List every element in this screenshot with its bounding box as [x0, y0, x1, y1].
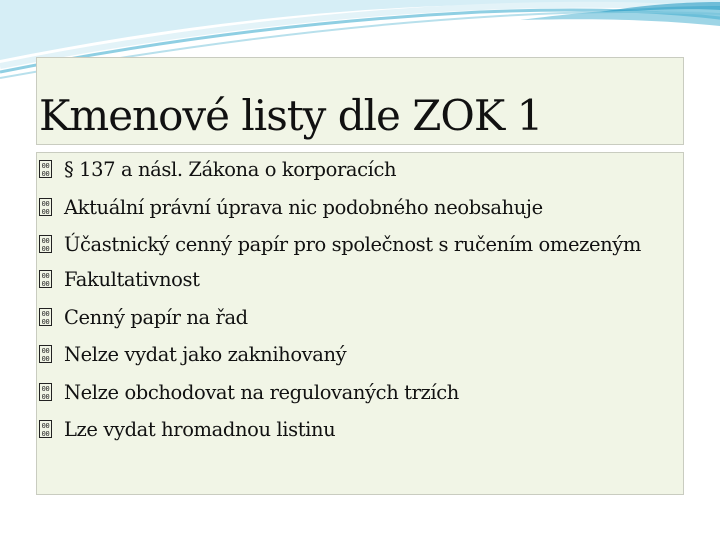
- list-item: [37, 195, 683, 220]
- missing-glyph-icon: 00 00: [39, 198, 52, 216]
- list-item: [37, 267, 683, 292]
- missing-glyph-icon: 00 00: [39, 383, 52, 401]
- bullet-list: [37, 153, 683, 442]
- list-item-text: Nelze obchodovat na regulovaných trzích: [64, 380, 459, 404]
- missing-glyph-icon: 00 00: [39, 235, 52, 253]
- list-item: [37, 342, 683, 367]
- list-item: [37, 157, 683, 182]
- list-item: [37, 417, 683, 442]
- list-item-text: Aktuální právní úprava nic podobného neobsahuje: [64, 195, 543, 219]
- missing-glyph-icon: 00 00: [39, 160, 52, 178]
- content-panel: [36, 152, 684, 495]
- list-item: [37, 232, 683, 257]
- missing-glyph-icon: 00 00: [39, 308, 52, 326]
- list-item-text: Cenný papír na řad: [64, 305, 248, 329]
- missing-glyph-icon: 00 00: [39, 345, 52, 363]
- list-item-text: Nelze vydat jako zaknihovaný: [64, 343, 347, 366]
- list-item-text: Lze vydat hromadnou listinu: [64, 418, 336, 441]
- list-item-text: Účastnický cenný papír pro společnost s ručením omezeným: [64, 233, 642, 256]
- list-item-text: § 137 a násl. Zákona o korporacích: [64, 158, 397, 181]
- slide-title: Kmenové listy dle ZOK 1: [39, 91, 543, 140]
- list-item: [37, 305, 683, 330]
- missing-glyph-icon: 00 00: [39, 420, 52, 438]
- list-item: [37, 380, 683, 405]
- missing-glyph-icon: 00 00: [39, 270, 52, 288]
- title-panel: [36, 57, 684, 145]
- list-item-text: Fakultativnost: [64, 268, 200, 291]
